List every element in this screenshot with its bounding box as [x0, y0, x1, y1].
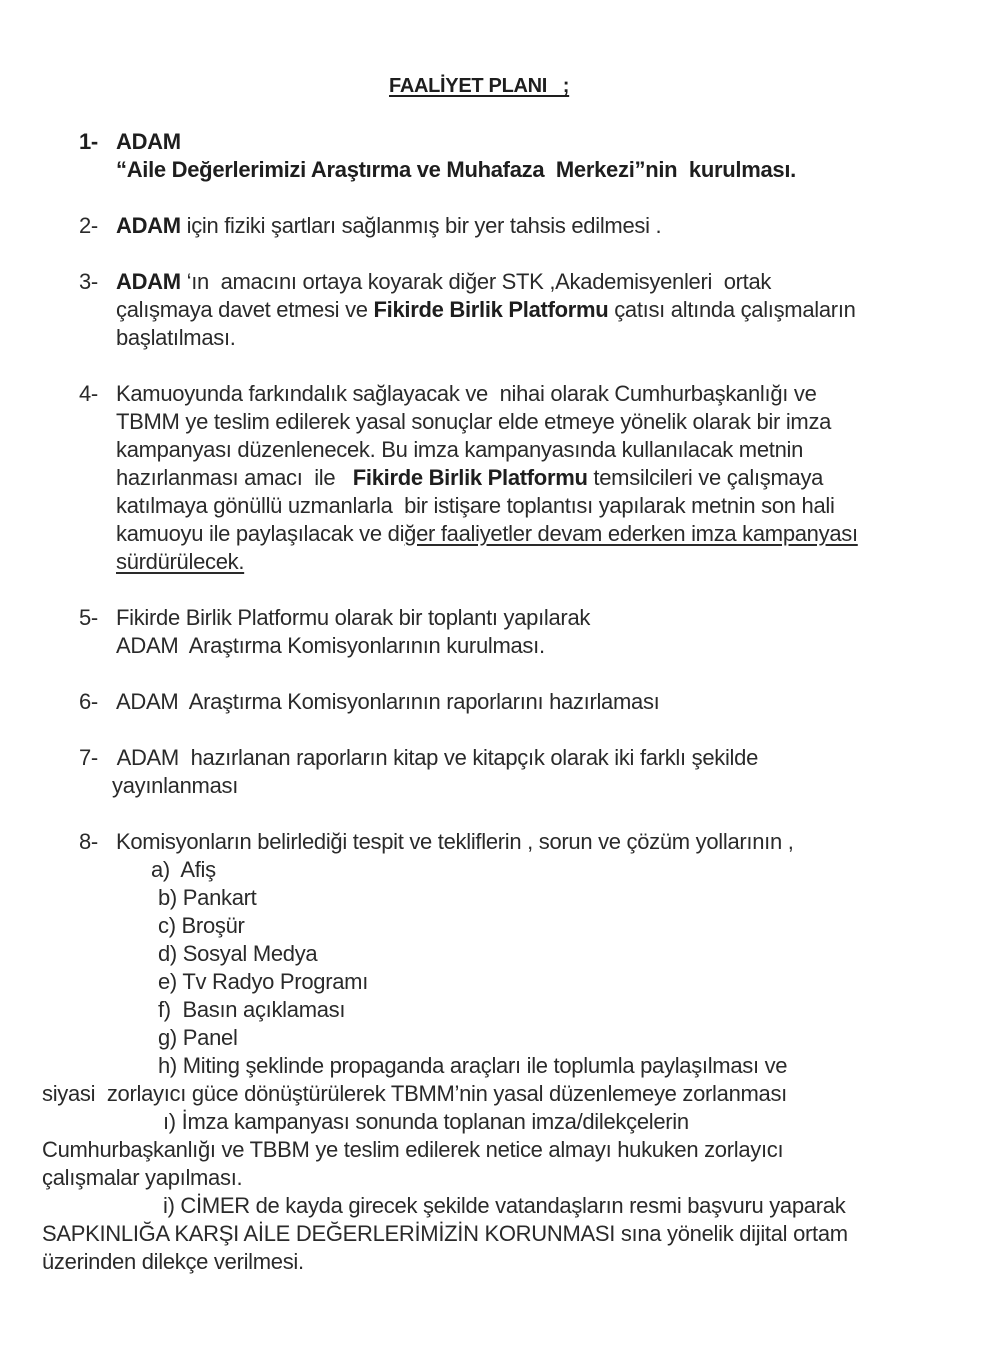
bold-text: Fikirde Birlik Platformu: [352, 465, 588, 490]
sub-item: i) CİMER de kayda girecek şekilde vatandaşların resmi başvuru yaparak: [163, 1193, 846, 1218]
text-segment: başlatılması.: [116, 325, 236, 350]
item-4-line: [116, 520, 858, 548]
item-1-line: [116, 156, 796, 184]
item-number: 4-: [79, 381, 98, 406]
sub-item: d) Sosyal Medya: [158, 941, 318, 966]
sub-item-continuation: Cumhurbaşkanlığı ve TBBM ye teslim edilerek netice almayı hukuken zorlayıcı: [42, 1137, 784, 1162]
item-number: 6-: [79, 689, 98, 714]
sub-item: g) Panel: [158, 1025, 238, 1050]
item-5-line: [116, 604, 590, 632]
item-3-line: [116, 324, 236, 352]
bold-text: ADAM: [116, 129, 181, 154]
text-segment: ADAM hazırlanan raporların kitap ve kitapçık olarak iki farklı şekilde: [112, 745, 759, 770]
text-segment: için fiziki şartları sağlanmış bir yer tahsis edilmesi .: [180, 213, 662, 238]
item-5-line: [116, 632, 545, 660]
text-segment: Fikirde Birlik Platformu olarak bir toplantı yapılarak: [116, 605, 591, 630]
item-number: 2-: [79, 213, 98, 238]
item-4-line: [116, 464, 823, 492]
item-7-line: [112, 744, 758, 772]
bold-text: “Aile Değerlerimizi Araştırma ve Muhafaza Merkezi”nin kurulması.: [116, 157, 796, 182]
text-segment: ADAM Araştırma Komisyonlarının raporlarını hazırlaması: [116, 689, 660, 714]
underlined-text: sürdürülecek.: [116, 549, 245, 574]
text-segment: yayınlanması: [112, 773, 239, 798]
text-segment: katılmaya gönüllü uzmanlarla bir istişare toplantısı yapılarak metnin son hali: [116, 493, 835, 518]
item-3-line: [116, 268, 771, 296]
item-3-line: [116, 296, 856, 324]
text-segment: Komisyonların belirlediği tespit ve tekliflerin , sorun ve çözüm yollarının ,: [116, 829, 794, 854]
item-number: 1-: [79, 129, 98, 154]
document-title: FAALİYET PLANI ;: [389, 75, 570, 97]
sub-item: b) Pankart: [158, 885, 257, 910]
item-4-line: [116, 380, 817, 408]
text-segment: hazırlanması amacı ile: [116, 465, 353, 490]
item-4-line: [116, 548, 244, 576]
text-segment: kamuoyu ile paylaşılacak ve di: [116, 521, 405, 546]
text-segment: çalışmaya davet etmesi ve: [116, 297, 374, 322]
item-6-line: [116, 688, 659, 716]
item-2-line: [116, 212, 661, 240]
item-number: 8-: [79, 829, 98, 854]
text-segment: Kamuoyunda farkındalık sağlayacak ve nihai olarak Cumhurbaşkanlığı ve: [116, 381, 817, 406]
sub-item: h) Miting şeklinde propaganda araçları ile toplumla paylaşılması ve: [158, 1053, 788, 1078]
text-segment: TBMM ye teslim edilerek yasal sonuçlar elde etmeye yönelik olarak bir imza: [116, 409, 832, 434]
underlined-text: ğer faaliyetler devam ederken imza kampanyası: [404, 521, 858, 546]
text-segment: kampanyası düzenlenecek. Bu imza kampanyasında kullanılacak metnin: [116, 437, 804, 462]
item-number: 3-: [79, 269, 98, 294]
item-number: 7-: [79, 745, 98, 770]
item-7-line: [112, 772, 238, 800]
item-1-line: [116, 128, 181, 156]
item-4-line: [116, 492, 835, 520]
text-segment: ADAM Araştırma Komisyonlarının kurulması.: [116, 633, 545, 658]
bold-text: ADAM: [116, 269, 181, 294]
bold-text: ADAM: [116, 213, 181, 238]
sub-item: f) Basın açıklaması: [158, 997, 346, 1022]
item-number: 5-: [79, 605, 98, 630]
text-segment: çatısı altında çalışmaların: [608, 297, 856, 322]
sub-item: e) Tv Radyo Programı: [158, 969, 369, 994]
text-segment: ‘ın amacını ortaya koyarak diğer STK ,Akademisyenleri ortak: [180, 269, 772, 294]
sub-item: c) Broşür: [158, 913, 245, 938]
sub-item-continuation: SAPKINLIĞA KARŞI AİLE DEĞERLERİMİZİN KORUNMASI sına yönelik dijital ortam: [42, 1221, 848, 1246]
sub-item-continuation: siyasi zorlayıcı güce dönüştürülerek TBMM’nin yasal düzenlemeye zorlanması: [42, 1081, 787, 1106]
bold-text: Fikirde Birlik Platformu: [373, 297, 609, 322]
sub-item: ı) İmza kampanyası sonunda toplanan imza/dilekçelerin: [163, 1109, 689, 1134]
item-4-line: [116, 436, 803, 464]
item-4-line: [116, 408, 831, 436]
item-8-line: [116, 828, 794, 856]
sub-item-continuation: çalışmalar yapılması.: [42, 1165, 243, 1190]
sub-item-continuation: üzerinden dilekçe verilmesi.: [42, 1249, 304, 1274]
text-segment: temsilcileri ve çalışmaya: [587, 465, 824, 490]
sub-item: a) Afiş: [151, 857, 216, 882]
